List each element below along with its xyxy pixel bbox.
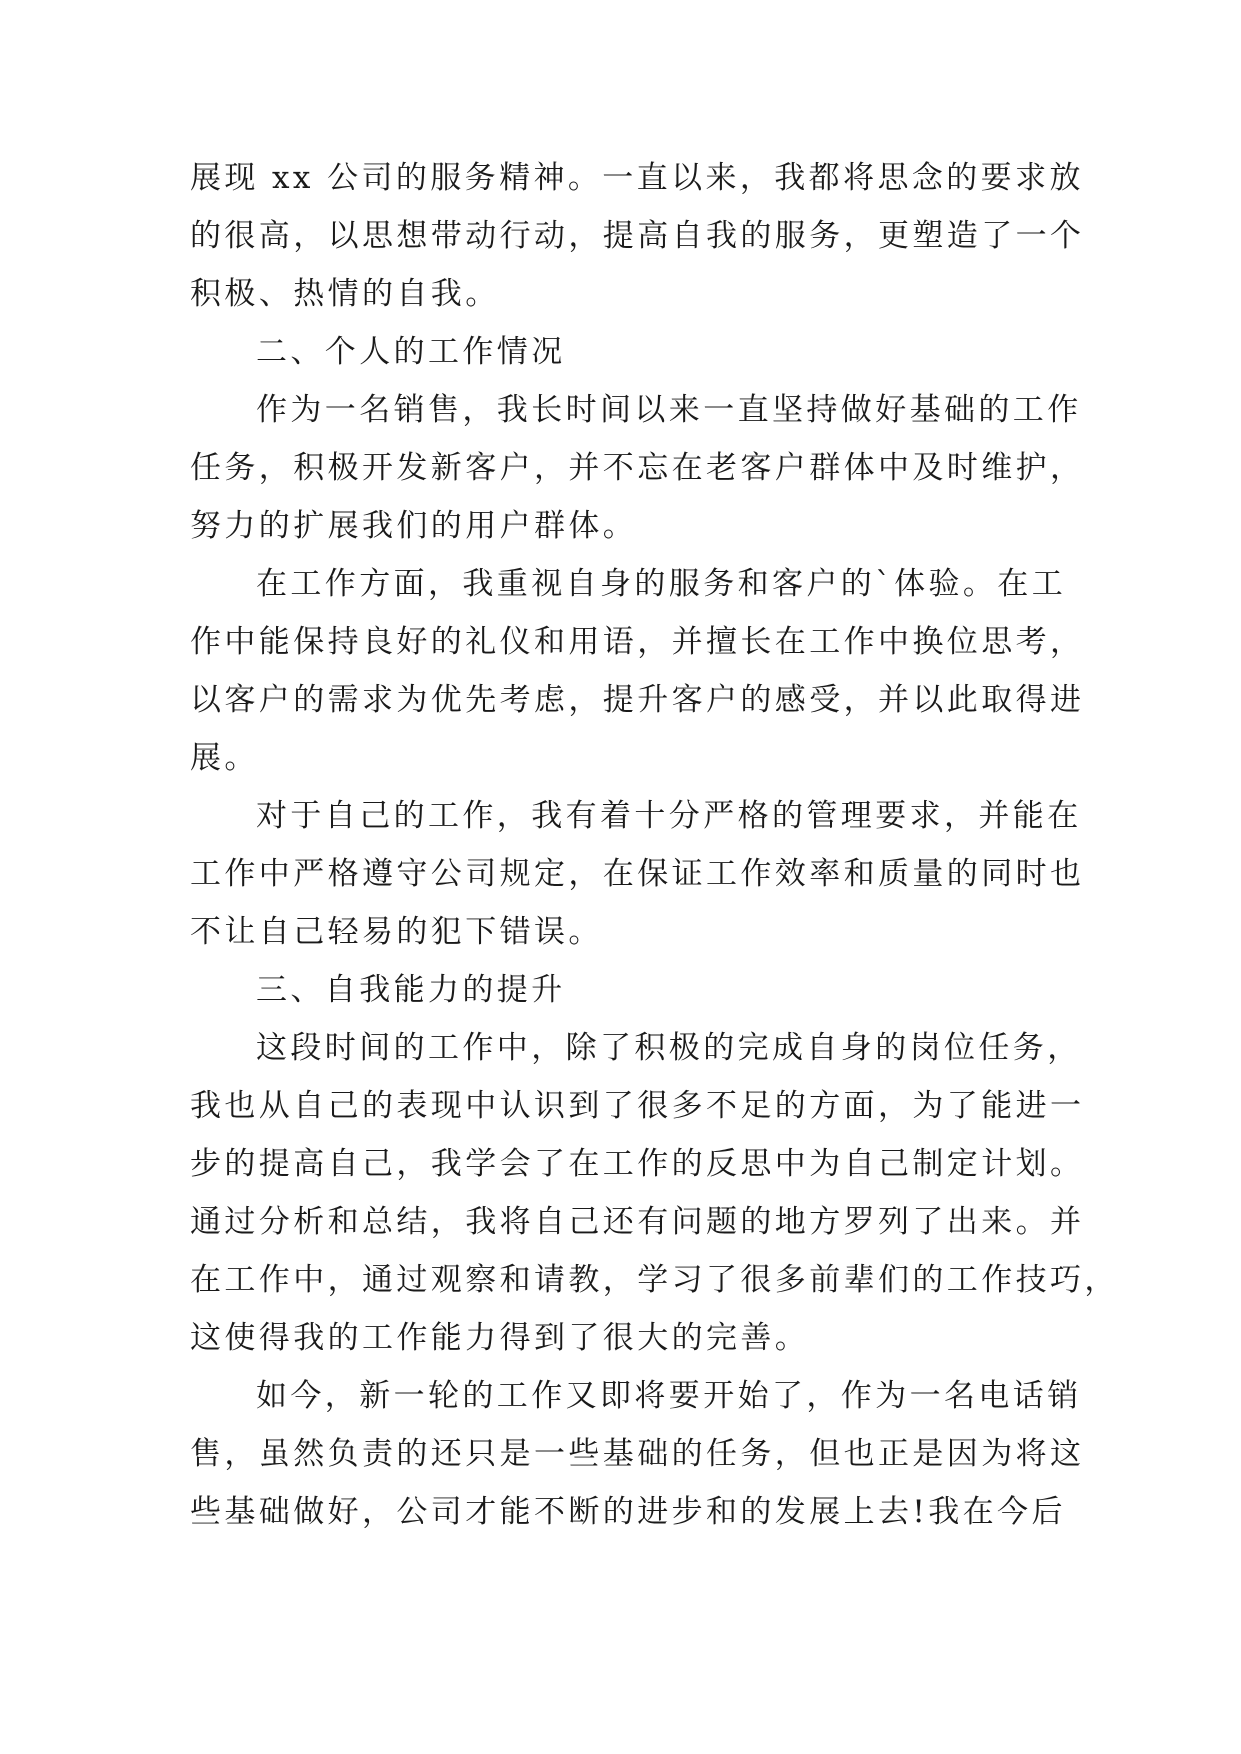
section-heading: 二、个人的工作情况	[256, 334, 566, 370]
section-heading: 三、自我能力的提升	[256, 972, 566, 1008]
text-line: 任务，积极开发新客户，并不忘在老客户群体中及时维护，	[190, 450, 1085, 486]
text-line: 积极、热情的自我。	[190, 276, 500, 312]
text-line: 通过分析和总结，我将自己还有问题的地方罗列了出来。并	[190, 1204, 1085, 1240]
text-line: 不让自己轻易的犯下错误。	[190, 914, 603, 950]
text-line: 些基础做好，公司才能不断的进步和的发展上去!我在今后	[190, 1494, 1066, 1530]
text-line: 如今，新一轮的工作又即将要开始了，作为一名电话销	[256, 1378, 1082, 1414]
text-line: 作中能保持良好的礼仪和用语，并擅长在工作中换位思考，	[190, 624, 1085, 660]
text-line: 工作中严格遵守公司规定，在保证工作效率和质量的同时也	[190, 856, 1085, 892]
text-line: 步的提高自己，我学会了在工作的反思中为自己制定计划。	[190, 1146, 1085, 1182]
text-line: 售，虽然负责的还只是一些基础的任务，但也正是因为将这	[190, 1436, 1085, 1472]
text-line: 作为一名销售，我长时间以来一直坚持做好基础的工作	[256, 392, 1082, 428]
text-line: 展现 xx 公司的服务精神。一直以来，我都将思念的要求放	[190, 160, 1084, 196]
text-line: 我也从自己的表现中认识到了很多不足的方面，为了能进一	[190, 1088, 1085, 1124]
text-line: 以客户的需求为优先考虑，提升客户的感受，并以此取得进	[190, 682, 1085, 718]
text-line: 的很高，以思想带动行动，提高自我的服务，更塑造了一个	[190, 218, 1085, 254]
text-line: 在工作中，通过观察和请教，学习了很多前辈们的工作技巧，	[190, 1262, 1119, 1298]
text-line: 这段时间的工作中，除了积极的完成自身的岗位任务，	[256, 1030, 1082, 1066]
text-line: 对于自己的工作，我有着十分严格的管理要求，并能在	[256, 798, 1082, 834]
text-line: 展。	[190, 740, 259, 776]
text-line: 这使得我的工作能力得到了很大的完善。	[190, 1320, 810, 1356]
text-line: 在工作方面，我重视自身的服务和客户的`体验。在工	[256, 566, 1067, 602]
text-line: 努力的扩展我们的用户群体。	[190, 508, 638, 544]
